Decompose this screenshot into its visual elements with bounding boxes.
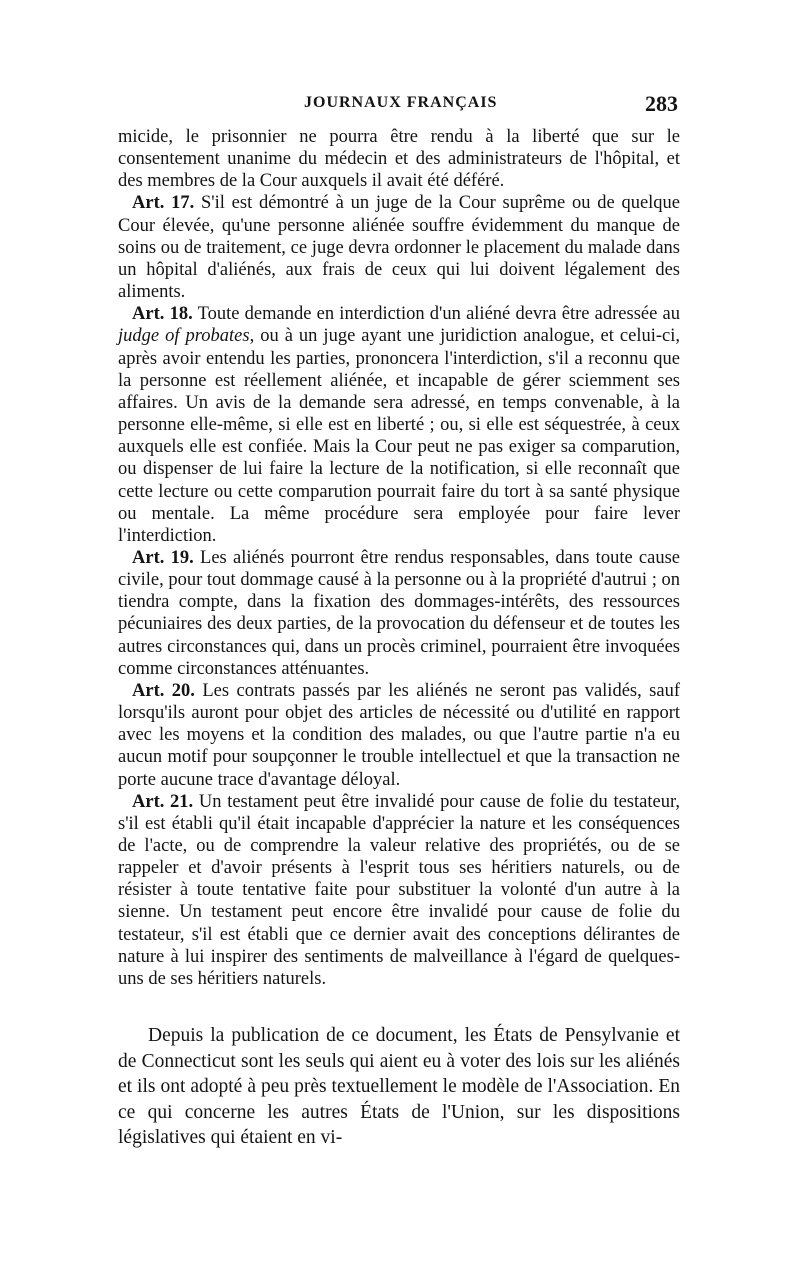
article-label: Art. 19. — [132, 547, 194, 568]
article-text: Toute demande en interdiction d'un aliéné devra être adressée au — [197, 304, 681, 325]
running-head: JOURNAUX FRANÇAIS — [304, 94, 498, 111]
article-emphasis: judge of probates — [118, 326, 250, 347]
article-label: Art. 17. — [132, 193, 195, 214]
article-18 — [118, 303, 680, 547]
article-text: Les contrats passés par les aliénés ne seront pas validés, sauf lorsqu'ils auront pour objet des articles de nécessité ou d'utilité en rapport avec les moyens et la condition des malades, ou que l'autre partie n'a eu aucun motif pour soupçonner le trouble intellectuel et que la transaction ne porte aucune trace d'avantage déloyal. — [118, 680, 680, 790]
closing-paragraph: Depuis la publication de ce document, les États de Pensylvanie et de Connecticut sont les seuls qui aient eu à voter des lois sur les aliénés et ils ont adopté à peu près textuellement le modèle de l'Association. En ce qui concerne les autres États de l'Union, sur les dispositions législatives qui étaient en vi- — [118, 1025, 680, 1148]
article-21 — [118, 791, 680, 990]
closing-text — [118, 1023, 680, 1151]
page-header — [118, 91, 680, 120]
article-label: Art. 18. — [132, 304, 193, 325]
article-label: Art. 21. — [132, 791, 194, 812]
article-text: Un testament peut être invalidé pour cause de folie du testateur, s'il est établi qu'il était incapable d'apprécier la nature et les conséquences de l'acte, ou de comprendre la valeur relative des propriétés, ou de se rappeler et d'avoir présents à l'esprit tous ses héritiers naturels, ou de résister à toute tentative faite pour substituer la volonté d'un autre à la sienne. Un testament peut encore être invalidé pour cause de folie du testateur, s'il est établi que ce dernier avait des conceptions délirantes de nature à lui inspirer des sentiments de malveillance à l'égard de quelques-uns de ses héritiers naturels. — [118, 791, 680, 989]
article-17 — [118, 192, 680, 303]
body-text — [118, 126, 680, 990]
article-text: , ou à un juge ayant une juridiction analogue, et celui-ci, après avoir entendu les parties, prononcera l'interdiction, s'il a reconnu que la personne est réellement aliénée, et incapable de gérer sciemment ses affaires. Un avis de la demande sera adressé, en temps convenable, à la personne elle-même, si elle est en liberté ; ou, si elle est séquestrée, à ceux auxquels elle est confiée. Mais la Cour peut ne pas exiger sa comparution, ou dispenser de lui faire la lecture de la notification, si elle reconnaît que cette lecture ou cette comparution pourrait faire du tort à sa santé physique ou mentale. La même procédure sera employée pour faire lever l'interdiction. — [118, 326, 681, 546]
article-label: Art. 20. — [132, 680, 195, 701]
article-text: Les aliénés pourront être rendus responsables, dans toute cause civile, pour tout dommage causé à la personne ou à la propriété d'autrui ; on tiendra compte, dans la fixation des dommages-intérêts, des ressources pécuniaires des deux parties, de la provocation du défenseur et de toutes les autres circonstances qui, dans un procès criminel, pourraient être invoquées comme circonstances atténuantes. — [118, 547, 681, 679]
page-number: 283 — [645, 91, 678, 116]
paragraph-continuation: micide, le prisonnier ne pourra être rendu à la liberté que sur le consentement unanime du médecin et des administrateurs de l'hôpital, et des membres de la Cour auxquels il avait été déféré. — [118, 127, 680, 192]
article-19 — [118, 547, 680, 680]
article-text: S'il est démontré à un juge de la Cour suprême ou de quelque Cour élevée, qu'une personne aliénée souffre évidemment du manque de soins ou de traitement, ce juge devra ordonner le placement du malade dans un hôpital d'aliénés, aux frais de ceux qui lui doivent légalement des aliments. — [118, 193, 681, 303]
article-20 — [118, 680, 680, 791]
